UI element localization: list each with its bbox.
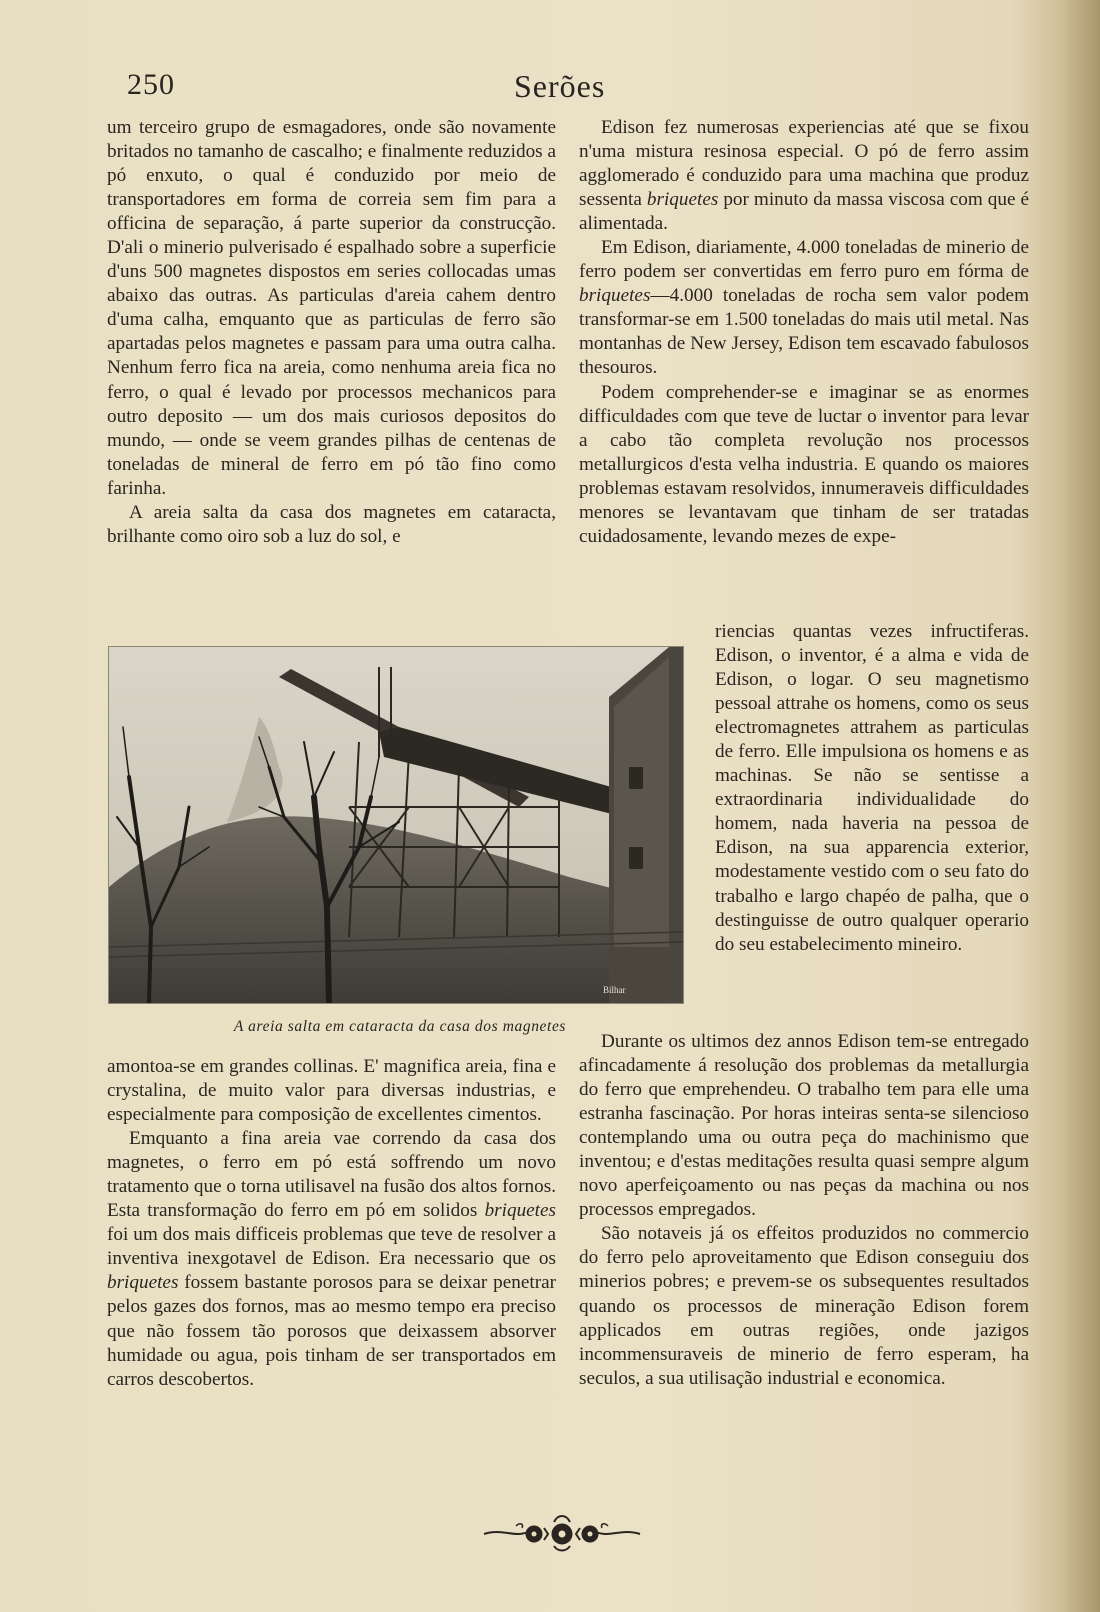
paragraph bbox=[107, 1127, 556, 1392]
right-column-top bbox=[579, 116, 1029, 549]
paragraph: A areia salta da casa dos magnetes em cataracta, brilhante como oiro sob a luz do sol, e bbox=[107, 501, 556, 547]
emphasis-briquetes: briquetes bbox=[579, 285, 651, 307]
emphasis-briquetes: briquetes bbox=[646, 189, 719, 211]
left-column-bottom bbox=[107, 1055, 556, 1392]
paragraph bbox=[579, 116, 1029, 236]
photo-signature: Bilhar bbox=[603, 985, 626, 995]
left-column-top bbox=[107, 116, 556, 549]
text-run: Edison fez numerosas experiencias até que se fixou n'uma mistura resinosa especial. O pó de ferro assim agglomerado é conduzido para uma machina que produz sessenta bbox=[579, 117, 1029, 211]
running-title: Serões bbox=[514, 68, 606, 104]
text-run: Emquanto a fina areia vae correndo da casa dos magnetes, o ferro em pó está soffrendo um novo tratamento que o torna utilisavel na fusão dos altos fornos. Esta transformação do ferro em pó em solidos bbox=[107, 1128, 556, 1222]
text-run: por minuto da massa viscosa com que é alimentada. bbox=[579, 189, 1030, 235]
text-run: fossem bastante porosos para se deixar penetrar pelos gazes dos fornos, mas ao mesmo tempo era preciso que não fossem tão porosos que deixassem absorver humidade ou agua, pois tinham de ser transportados em carros descobertos. bbox=[107, 1272, 556, 1390]
page-number: 250 bbox=[127, 68, 175, 101]
text-run: foi um dos mais difficeis problemas que teve de resolver a inventiva inexgotavel de Edison. Era necessario que os bbox=[107, 1224, 556, 1270]
page-edge-shadow bbox=[1062, 0, 1100, 1612]
right-column-bottom bbox=[579, 1030, 1029, 1391]
text-run: Em Edison, diariamente, 4.000 toneladas de minerio de ferro podem ser convertidas em ferro puro em fórma de bbox=[579, 237, 1029, 283]
text-run: —4.000 toneladas de rocha sem valor podem transformar-se em 1.500 toneladas do mais util metal. Nas montanhas de New Jersey, Edison tem escavado fabulosos thesouros. bbox=[579, 285, 1029, 379]
emphasis-briquetes: briquetes bbox=[107, 1272, 179, 1294]
mine-plant-illustration bbox=[109, 647, 683, 1003]
paragraph: amontoa-se em grandes collinas. E' magnifica areia, fina e crystalina, de muito valor para diversas industrias, e especialmente para composição de excellentes cimentos. bbox=[107, 1056, 556, 1126]
paragraph: Durante os ultimos dez annos Edison tem-se entregado afincadamente á resolução dos problemas da metallurgia do ferro que emprehendeu. O trabalho tem para elle uma estranha fascinação. Por horas inteiras senta-se silencioso contemplando uma ou outra peça do machinismo que inventou; e d'estas meditações resulta quasi sempre algum novo aperfeiçoamento ou nas peças da machina ou nos processos empregados. bbox=[579, 1031, 1029, 1221]
page-header bbox=[0, 68, 1100, 108]
paragraph bbox=[579, 236, 1029, 380]
paragraph: Podem comprehender-se e imaginar se as enormes difficuldades com que teve de luctar o inventor para levar a cabo tão completa revolução nos processos metallurgicos d'esta velha industria. E quando os maiores problemas estavam resolvidos, innumeraveis difficuldades menores se levantavam que tinham de ser tratadas cuidadosamente, levando mezes de expe- bbox=[579, 381, 1029, 547]
right-column-wrap bbox=[715, 620, 1029, 957]
paragraph: São notaveis já os effeitos produzidos no commercio do ferro pelo aproveitamento que Edison conseguiu dos minerios pobres; e prevem-se os subsequentes resultados quando os processos de mineração Edison forem applicados em outras regiões, onde jazigos incommensuraveis de minerio de ferro esperam, ha seculos, a sua utilisação industrial e economica. bbox=[579, 1223, 1029, 1389]
paragraph: riencias quantas vezes infructiferas. Edison, o inventor, é a alma e vida de Edison, o logar. O seu magnetismo pessoal attrahe os homens, como os seus electromagnetes attrahem as particulas de ferro. Elle impulsiona os homens e as machinas. Se não se sentisse a extraordinaria individualidade do homem, nada haveria na pessoa de Edison, na sua apparencia exterior, modestamente vestido com o seu fato do trabalho e largo chapéo de palha, que o destinguisse de outro qualquer operario do seu estabelecimento mineiro. bbox=[715, 621, 1029, 955]
emphasis-briquetes: briquetes bbox=[484, 1200, 556, 1222]
figure-caption: A areia salta em cataracta da casa dos magnetes bbox=[233, 1018, 567, 1035]
floral-tailpiece-icon bbox=[482, 1512, 642, 1554]
paragraph: um terceiro grupo de esmagadores, onde são novamente britados no tamanho de cascalho; e finalmente reduzidos a pó enxuto, o qual é conduzido por meio de transportadores em forma de correia sem fim para a officina de separação, á parte superior da construcção. D'ali o minerio pulverisado é espalhado sobre a superficie d'uns 500 magnetes dispostos em series collocadas umas abaixo das outras. As particulas d'areia cahem dentro d'uma calha, emquanto que as particulas de ferro são apartadas pelos magnetes e passam para uma outra calha. Nenhum ferro fica na areia, como nenhuma areia fica no ferro, o qual é levado por processos mechanicos para outro deposito — um dos mais curiosos depositos do mundo, — onde se veem grandes pilhas de centenas de toneladas de mineral de ferro em pó tão fino como farinha. bbox=[107, 117, 556, 499]
figure-photograph bbox=[108, 646, 684, 1004]
